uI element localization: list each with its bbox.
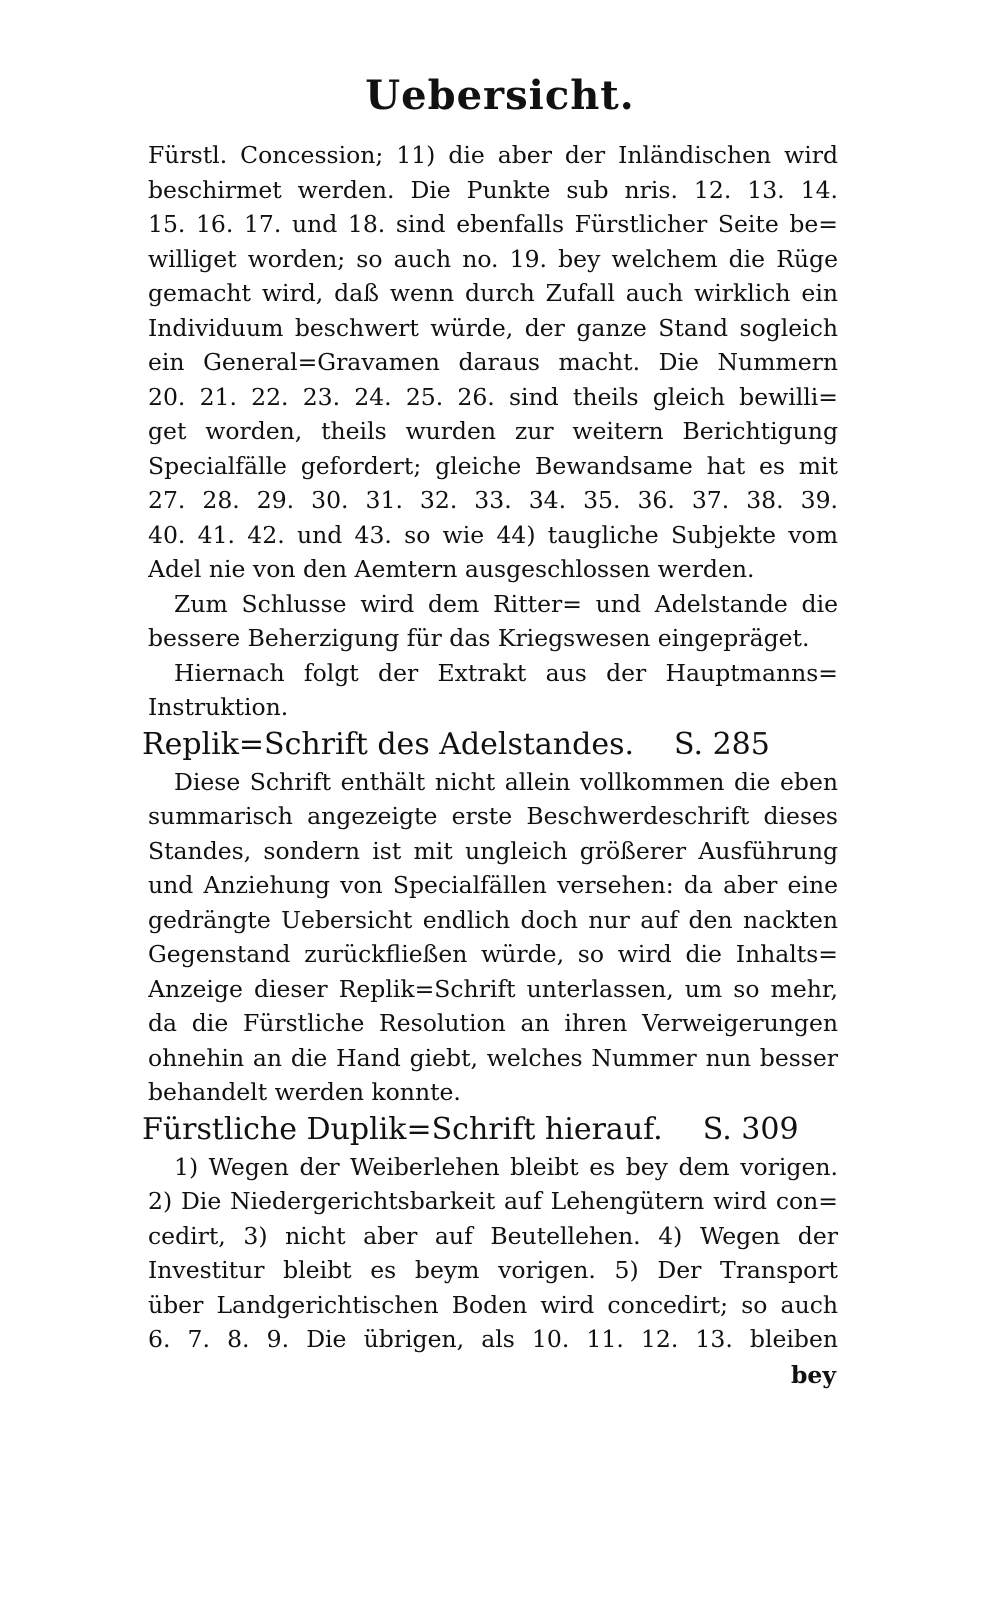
text-line: und Anziehung von Specialfällen versehen: da aber eine xyxy=(148,871,838,899)
body-text xyxy=(142,138,838,1393)
text-line: über Landgerichtischen Boden wird concedirt; so auch xyxy=(148,1290,838,1319)
text-line: Fürstl. Concession; 11) die aber der Inländischen wird xyxy=(148,141,838,169)
paragraph-conclusion xyxy=(148,587,838,656)
catchword: bey xyxy=(790,1360,836,1389)
text-line: Zum Schlusse wird dem Ritter= und Adelstande die xyxy=(174,589,838,618)
text-line: summarisch angezeigte erste Beschwerdeschrift dieses xyxy=(148,802,838,830)
text-line: Standes, sondern ist mit ungleich größerer Ausführung xyxy=(148,836,838,865)
section-heading-replik xyxy=(142,725,838,765)
text-line: 2) Die Niedergerichtsbarkeit auf Lehengütern wird con= xyxy=(148,1187,838,1215)
text-line: Gegenstand zurückfließen würde, so wird die Inhalts= xyxy=(148,940,838,968)
running-head: Uebersicht. xyxy=(365,72,635,119)
paragraph-replik xyxy=(148,765,838,1110)
paragraph-extract xyxy=(148,656,838,725)
text-line: gedrängte Uebersicht endlich doch nur auf den nackten xyxy=(148,905,838,934)
text-line: 6. 7. 8. 9. Die übrigen, als 10. 11. 12. 13. bleiben xyxy=(148,1325,838,1353)
text-line: 1) Wegen der Weiberlehen bleibt es bey dem vorigen. xyxy=(174,1152,838,1181)
text-line: Anzeige dieser Replik=Schrift unterlassen, um so mehr, xyxy=(148,974,838,1003)
text-line: da die Fürstliche Resolution an ihren Verweigerungen xyxy=(148,1009,838,1037)
text-line: williget worden; so auch no. 19. bey welchem die Rüge xyxy=(148,244,838,273)
text-line: Specialfälle gefordert; gleiche Bewandsame hat es mit xyxy=(148,451,838,480)
text-line: ein General=Gravamen daraus macht. Die Nummern xyxy=(148,348,838,376)
paragraph-concessions xyxy=(148,138,838,587)
text-line: get worden, theils wurden zur weitern Berichtigung xyxy=(148,417,838,445)
text-line: 15. 16. 17. und 18. sind ebenfalls Fürstlicher Seite be= xyxy=(148,210,838,238)
heading-title: Fürstliche Duplik=Schrift hierauf. xyxy=(142,1111,663,1147)
text-line: Diese Schrift enthält nicht allein vollkommen die eben xyxy=(174,767,838,796)
page-reference: S. 285 xyxy=(674,726,770,762)
text-line: cedirt, 3) nicht aber auf Beutellehen. 4) Wegen der xyxy=(148,1221,838,1250)
text-line: Individuum beschwert würde, der ganze Stand sogleich xyxy=(148,313,838,342)
text-line: behandelt werden konnte. xyxy=(148,1078,461,1106)
text-line: Adel nie von den Aemtern ausgeschlossen werden. xyxy=(148,555,755,583)
paragraph-duplik xyxy=(148,1150,838,1357)
text-line: beschirmet werden. Die Punkte sub nris. 12. 13. 14. xyxy=(148,175,838,204)
heading-title: Replik=Schrift des Adelstandes. xyxy=(142,726,635,762)
page-reference: S. 309 xyxy=(702,1111,799,1147)
section-heading-duplik xyxy=(142,1110,838,1150)
text-line: ohnehin an die Hand giebt, welches Nummer nun besser xyxy=(148,1043,838,1072)
text-line: 40. 41. 42. und 43. so wie 44) taugliche Subjekte vom xyxy=(148,520,838,549)
text-line: Instruktion. xyxy=(148,693,289,721)
text-line: 20. 21. 22. 23. 24. 25. 26. sind theils gleich bewilli= xyxy=(148,382,838,411)
text-line: Investitur bleibt es beym vorigen. 5) Der Transport xyxy=(148,1256,838,1284)
text-line: bessere Beherzigung für das Kriegswesen eingepräget. xyxy=(148,624,810,652)
text-line: 27. 28. 29. 30. 31. 32. 33. 34. 35. 36. 37. 38. 39. xyxy=(148,486,838,514)
text-line: gemacht wird, daß wenn durch Zufall auch wirklich ein xyxy=(148,279,838,307)
text-line: Hiernach folgt der Extrakt aus der Hauptmanns= xyxy=(174,658,838,687)
